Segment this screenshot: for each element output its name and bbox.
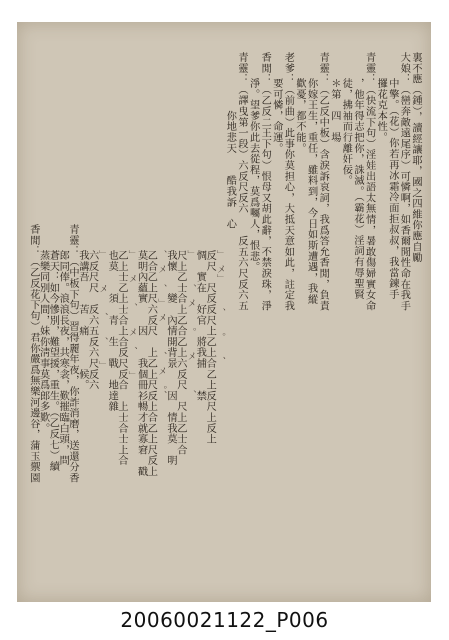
column-right-5: 青靈：（快流下句）淫娃出語太無情，暑敢傷婦實女命 (363, 52, 375, 312)
column-right-17: 你地悲天 酷我訴 心 (224, 78, 236, 230)
column-left-2: 反尺 尺反反尺上乙上合乙上反尺上反上 (204, 250, 216, 445)
column-right-4: 攞花克本性。 (375, 78, 387, 143)
column-right-9: 青靈：（乙反中板）含淚訴哀詞，我爲答允香閒，負責 (317, 52, 329, 312)
column-left-10: 」 メ 、 メ 、 」 (126, 250, 137, 381)
column-left-20: 香閒：（乙反花下句）君你嚴爲無樂河邊谷，蒲玉禦園 (27, 224, 39, 484)
column-right-16: 青靈：（譯曳第一段）六反尺反六 反五六尺反六五 (236, 52, 247, 312)
column-left-3: 惆 實在 好官 將我捕 禁 (194, 250, 206, 402)
column-left-17: 郎同俸。浪浪長夜，共寒衾，歎摧臨白頭，問 (57, 250, 69, 466)
column-left-11: 乙上士乙上士合上合反尺反合 上士合士上合 (116, 250, 127, 466)
column-left-16: 青靈：（中板下句）習得麗年夜，你詐消磨，送還分香 (67, 224, 78, 484)
column-left-18: 蒼天：如今慘別，難望援，重生。（乙反七）續 (47, 250, 59, 472)
column-left-14: 六反尺尺 反六五反六尺反六 (86, 250, 98, 391)
column-left-12: 也莫 須 青 生 戰 地達雜 (106, 250, 118, 412)
column-right-7: 徒，拂袖而行離奸佞。 (340, 78, 352, 186)
column-right-15: 淨。望爹你此去從程，莫爲囑人，恨悲。 (247, 78, 259, 273)
column-left-5: 尺上乙士合上乙合乙上六反尺 尺上乙士合 (174, 250, 186, 456)
column-left-9: 莫明內蘊實 因 我個冊衫暢才就寡窘 戳 (135, 250, 147, 477)
column-right-12: 老爹：（前曲）此事你莫担心，大抵天意如此，註定我 (282, 52, 294, 312)
document-page (17, 22, 431, 602)
page-caption: 20060021122_P006 (120, 608, 329, 632)
column-right-6: ，他年得志把你，誅滅。（霸花）淫詞有辱聖賢 (352, 78, 363, 300)
column-left-19: 蒸樂同別人間，妹你淸事莫爲郎多歎。 (37, 250, 49, 434)
column-left-8: 乙合乙上尺六反尺 上乙上尺反上合乙上尺反上 (145, 250, 157, 477)
column-right-3: 中擎。（花）你若再冰霜冷面拒叔叔，我當鍊手 (386, 78, 398, 300)
column-left-15: 我講吾 苦 痛 候。 (76, 250, 88, 391)
column-right-13: 要可憐，命運。 (270, 78, 282, 154)
punctuation-marks-right (267, 308, 280, 398)
column-right-1: 裏不應（鍾），讀經讓耶，國之四維你應自勵 (410, 52, 421, 263)
column-right-8: ＊第 四 場 (328, 78, 340, 143)
column-right-11: 歡憂，都不能。 (294, 78, 305, 154)
column-left-4: 」 、 メ 。 メ 、 (185, 250, 196, 400)
column-right-14: 香閒：（乙反二王下句）恨母又胡此辭，不禁淚珠，淨 (259, 52, 271, 312)
column-left-1: 」 メ」 、 。 、 (215, 250, 225, 367)
column-right-2: 大娘：（巒奔敵遠尾序）可憐啊，如香爾閒性命在我手 (398, 52, 410, 312)
column-left-6: 我懷 變 內情開背景 因 情我莫 明 (165, 250, 176, 466)
column-left-7: 、 メ 、 」 メ 、 メ 。、 (156, 250, 167, 401)
column-left-13: 」 メ 、 、 」 (97, 250, 108, 371)
column-right-10: 你嫁王生，重任，雖料到，今日如斯遭遇，我縱 (305, 78, 317, 305)
